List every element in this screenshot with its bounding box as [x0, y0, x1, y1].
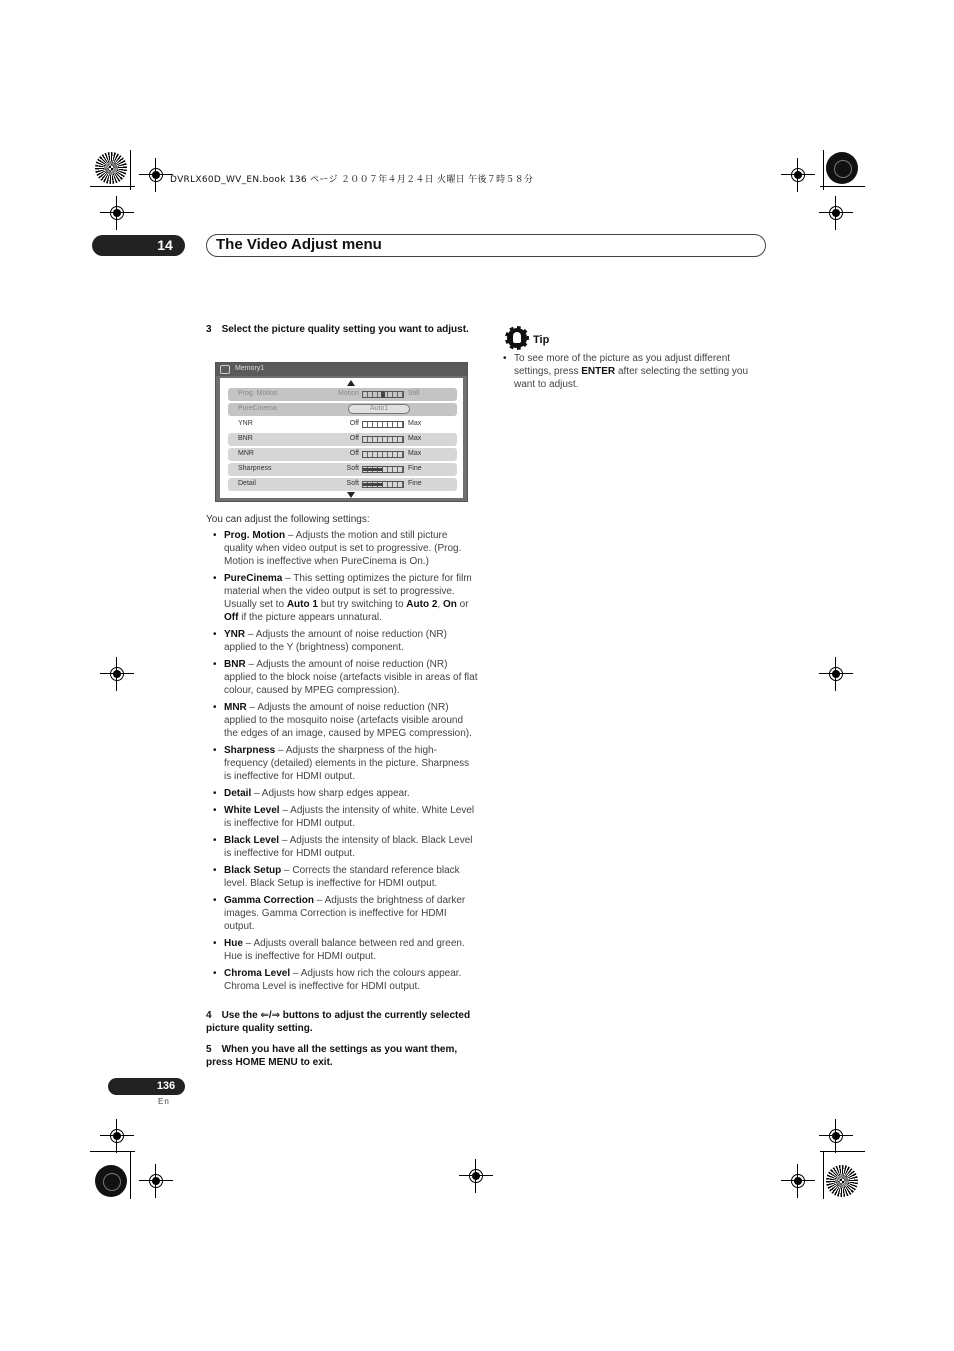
- setting-description: [213, 967, 479, 993]
- setting-row[interactable]: [228, 448, 457, 461]
- step-text: Use the: [221, 1010, 258, 1021]
- description-text: – Adjusts the brightness of darker images. Gamma Correction is ineffective for HDMI output.: [224, 895, 466, 932]
- scroll-up-arrow-icon[interactable]: [347, 380, 355, 386]
- settings-intro: You can adjust the following settings:: [206, 514, 370, 525]
- setting-slider[interactable]: [362, 391, 404, 398]
- setting-name: Black Setup: [224, 865, 282, 876]
- step-4: [206, 1009, 476, 1035]
- option-value: On: [442, 599, 457, 610]
- setting-slider[interactable]: [362, 421, 404, 428]
- crop-line: [820, 186, 865, 187]
- description-text: – Adjusts the amount of noise reduction (NR) applied to the block noise (artefacts visible in areas of flat colour, caused by MPEG compression).: [224, 659, 478, 696]
- scroll-down-arrow-icon[interactable]: [347, 492, 355, 498]
- description-text: but try switching to: [317, 599, 407, 610]
- step-number: 5: [206, 1044, 212, 1055]
- setting-name: White Level: [224, 805, 280, 816]
- left-right-arrows-icon: ⇐/⇒: [260, 1010, 281, 1021]
- step-text: When you have all the settings as you want them, press HOME MENU to exit.: [206, 1044, 458, 1068]
- tip-text-pre: To see more of the picture as you adjust different settings, press: [514, 353, 731, 377]
- step-number: 3: [206, 324, 212, 335]
- crosshair-mark: [821, 198, 851, 228]
- setting-slider[interactable]: [362, 466, 404, 473]
- step-text: Select the picture quality setting you want to adjust.: [221, 324, 469, 335]
- setting-description: [213, 787, 479, 800]
- setting-description: [213, 834, 479, 860]
- description-text: – Adjusts how sharp edges appear.: [251, 788, 410, 799]
- registration-ring-bottom-right: [826, 1165, 858, 1197]
- setting-name: Gamma Correction: [224, 895, 315, 906]
- step-5: [206, 1043, 476, 1069]
- description-text: – This setting optimizes the picture for film material when the video output is set to progressive. Usually set to: [224, 573, 472, 610]
- setting-low-label: Soft: [346, 480, 359, 487]
- crosshair-mark: [141, 160, 171, 190]
- crop-line: [823, 1151, 824, 1199]
- setting-row[interactable]: [228, 388, 457, 401]
- slider-fill: [363, 468, 383, 471]
- setting-label: PureCinema: [238, 405, 277, 412]
- chapter-title: The Video Adjust menu: [216, 236, 382, 253]
- setting-high-label: Max: [408, 420, 422, 427]
- crop-line: [90, 1151, 135, 1152]
- setting-description: [213, 529, 479, 568]
- setting-name: Detail: [224, 788, 252, 799]
- setting-name: YNR: [224, 629, 246, 640]
- tip-text-post: after selecting the setting you want to adjust.: [514, 366, 749, 390]
- setting-description: [213, 937, 479, 963]
- description-text: or: [456, 599, 469, 610]
- crosshair-mark: [821, 659, 851, 689]
- tip-icon: [507, 328, 527, 348]
- language-code: En: [158, 1097, 170, 1106]
- setting-row[interactable]: [228, 418, 457, 431]
- settings-list: [213, 529, 479, 997]
- setting-low-label: Off: [349, 420, 359, 427]
- setting-label: YNR: [238, 420, 253, 427]
- crosshair-mark: [783, 160, 813, 190]
- option-value: Auto 1: [286, 599, 318, 610]
- registration-ring-top-right: [826, 152, 858, 184]
- registration-ring-bottom-left: [95, 1165, 127, 1197]
- description-text: ,: [437, 599, 443, 610]
- description-text: – Adjusts the intensity of white. White Level is ineffective for HDMI output.: [224, 805, 475, 829]
- screen-header: [216, 363, 467, 376]
- setting-label: BNR: [238, 435, 253, 442]
- crosshair-mark: [102, 198, 132, 228]
- setting-description: [213, 572, 479, 624]
- crosshair-mark: [141, 1166, 171, 1196]
- description-text: – Adjusts overall balance between red and green. Hue is ineffective for HDMI output.: [224, 938, 465, 962]
- setting-low-label: Off: [349, 435, 359, 442]
- setting-row[interactable]: [228, 433, 457, 446]
- setting-name: Hue: [224, 938, 243, 949]
- crop-line: [823, 150, 824, 190]
- setting-name: Black Level: [224, 835, 280, 846]
- setting-description: [213, 658, 479, 697]
- book-file-header: DVRLX60D_WV_EN.book 136 ページ ２００７年４月２４日 火曜日 午後７時５８分: [170, 175, 534, 185]
- setting-description: [213, 628, 479, 654]
- setting-label: Sharpness: [238, 465, 272, 472]
- memory-icon: [220, 365, 230, 374]
- setting-row[interactable]: [228, 478, 457, 491]
- slider-fill: [363, 483, 383, 486]
- setting-description: [213, 744, 479, 783]
- description-text: – Adjusts the sharpness of the high-frequency (detailed) elements in the picture. Sharpness is ineffective for HDMI output.: [224, 745, 470, 782]
- registration-ring-top-left: [95, 152, 127, 184]
- tip-title: Tip: [533, 334, 550, 346]
- setting-high-label: Max: [408, 435, 422, 442]
- setting-description: [213, 894, 479, 933]
- setting-high-label: Still: [408, 390, 420, 397]
- setting-name: BNR: [224, 659, 246, 670]
- option-value: Auto 2: [406, 599, 438, 610]
- setting-name: Chroma Level: [224, 968, 291, 979]
- tip-text: [503, 352, 768, 395]
- setting-slider[interactable]: [362, 451, 404, 458]
- step-text: buttons to adjust the currently selected picture quality setting.: [206, 1010, 471, 1034]
- setting-slider[interactable]: [362, 436, 404, 443]
- setting-name: Prog. Motion: [224, 530, 286, 541]
- setting-name: MNR: [224, 702, 247, 713]
- setting-high-label: Fine: [408, 465, 422, 472]
- tip-key: ENTER: [581, 366, 616, 377]
- step-3: [206, 323, 476, 336]
- setting-value-pill[interactable]: Auto1: [348, 404, 410, 414]
- crop-line: [130, 150, 131, 190]
- crosshair-mark: [461, 1161, 491, 1191]
- setting-low-label: Soft: [346, 465, 359, 472]
- setting-row[interactable]: [228, 403, 457, 416]
- setting-high-label: Max: [408, 450, 422, 457]
- crosshair-mark: [783, 1166, 813, 1196]
- crop-line: [820, 1151, 865, 1152]
- crop-line: [90, 186, 135, 187]
- description-text: – Corrects the standard reference black level. Black Setup is ineffective for HDMI output.: [224, 865, 460, 889]
- setting-label: Prog. Motion: [238, 390, 278, 397]
- description-text: – Adjusts the motion and still picture quality when video output is set to progressive. (Prog. Motion is ineffective when PureCinema is On.): [224, 530, 462, 567]
- setting-description: [213, 864, 479, 890]
- setting-description: [213, 701, 479, 740]
- chapter-number: 14: [157, 237, 173, 253]
- setting-name: PureCinema: [224, 573, 283, 584]
- description-text: – Adjusts the amount of noise reduction (NR) applied to the Y (brightness) component.: [224, 629, 447, 653]
- setting-slider[interactable]: [362, 481, 404, 488]
- setting-label: Detail: [238, 480, 256, 487]
- setting-low-label: Off: [349, 450, 359, 457]
- step-number: 4: [206, 1010, 212, 1021]
- setting-low-label: Motion: [337, 390, 359, 397]
- description-text: – Adjusts the intensity of black. Black Level is ineffective for HDMI output.: [224, 835, 473, 859]
- screen-title: Memory1: [235, 365, 265, 372]
- description-text: – Adjusts the amount of noise reduction (NR) applied to the mosquito noise (artefacts visible around the edges of an image, caused by MPEG compression).: [224, 702, 472, 739]
- option-value: Off: [224, 612, 239, 623]
- setting-description: [213, 804, 479, 830]
- setting-row[interactable]: [228, 463, 457, 476]
- setting-label: MNR: [238, 450, 254, 457]
- description-text: – Adjusts how rich the colours appear. Chroma Level is ineffective for HDMI output.: [224, 968, 462, 992]
- settings-panel: [220, 378, 463, 498]
- crosshair-mark: [102, 1121, 132, 1151]
- page-number: 136: [156, 1080, 176, 1092]
- crosshair-mark: [102, 659, 132, 689]
- description-text: if the picture appears unnatural.: [238, 612, 382, 623]
- crop-line: [130, 1151, 131, 1199]
- slider-knob[interactable]: [381, 391, 385, 398]
- setting-name: Sharpness: [224, 745, 276, 756]
- crosshair-mark: [821, 1121, 851, 1151]
- setting-high-label: Fine: [408, 480, 422, 487]
- video-adjust-screen: [215, 362, 468, 502]
